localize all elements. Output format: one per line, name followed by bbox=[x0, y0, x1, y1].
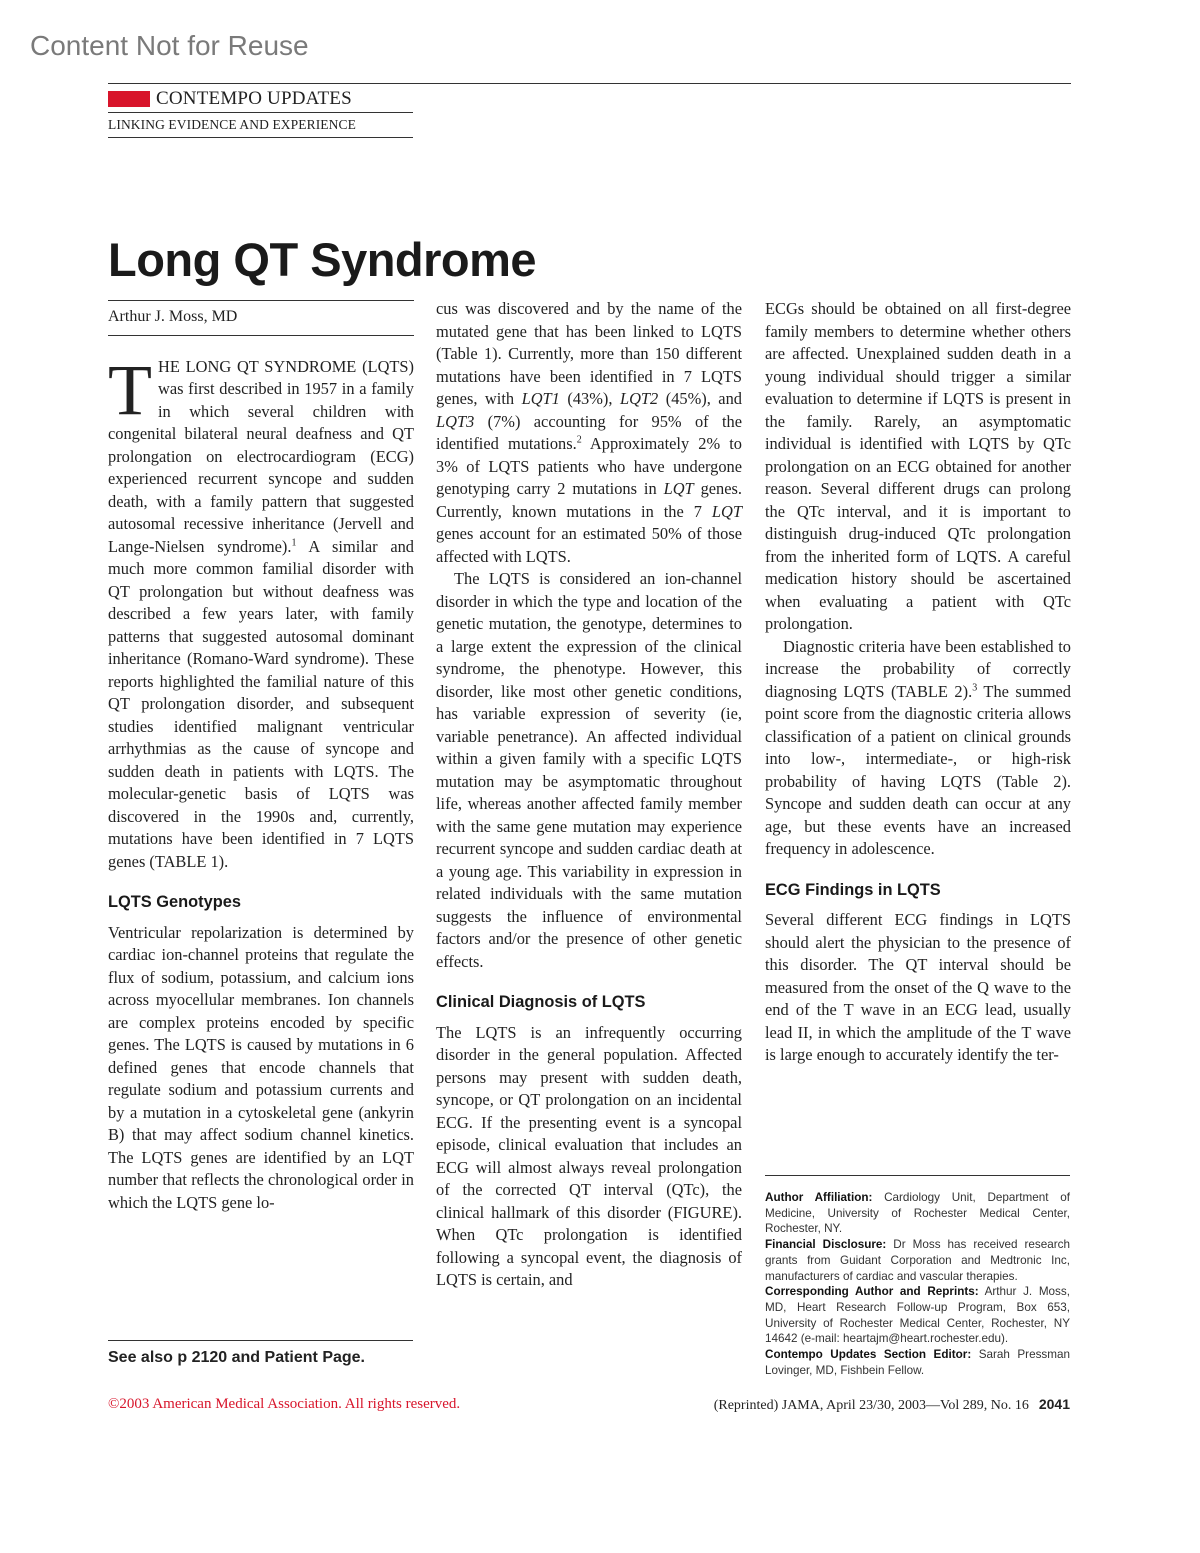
section-editor-text: Sarah Pressman Lovinger, MD, Fishbein Fellow. bbox=[765, 1348, 1070, 1377]
family-screening-paragraph: ECGs should be obtained on all first-degree family members to determine whether others are affected. Unexplained sudden death in a young individual should trigger a similar evaluation to determine if LQTS is present in the family. Rarely, an asymptomatic individual is identified with LQTS by QTc prolongation on an ECG obtained for another reason. Several different drugs can prolong the QTc interval, and it is important to distinguish drug-induced QTc prolongation from the inherited form of LQTS. A careful medication history should be ascertained when evaluating a patient with QTc prolongation. bbox=[765, 299, 1071, 633]
financial-disclosure-entry bbox=[765, 1237, 1070, 1284]
journal-citation bbox=[714, 1396, 1070, 1414]
clinical-diagnosis-paragraph bbox=[436, 1022, 742, 1292]
text-span: Diagnostic criteria have been established to increase the probability of correctly diagnosing LQTS ( bbox=[765, 636, 1071, 701]
reference-marker: 2 bbox=[576, 434, 582, 446]
financial-disclosure-label: Financial Disclosure: bbox=[765, 1238, 887, 1252]
text-span: ). When QTc prolongation is identified following a syncopal event, the diagnosis of LQTS is certain, and bbox=[436, 1202, 742, 1289]
text-span: cus was discovered and by the name of the mutated gene that has been linked to LQTS (Table 1). Currently, more than 150 different mutations have been identified in 7 LQTS genes, with bbox=[436, 299, 742, 408]
financial-disclosure-text: Dr Moss has received research grants from Guidant Corporation and Medtronic Inc, manufacturers of cardiac and vascular therapies. bbox=[765, 1238, 1071, 1283]
top-rule bbox=[108, 83, 1071, 84]
gene-name: LQT bbox=[663, 479, 694, 498]
genotypes-paragraph: Ventricular repolarization is determined by cardiac ion-channel proteins that regulate the flux of sodium, potassium, and calcium ions across myocellular membranes. Ion channels are complex proteins encoded by specific genes. The LQTS is caused by mutations in 6 defined genes that encode channels that regulate sodium and potassium currents and by a mutation in a cytoskeletal gene (ankyrin B) that may affect sodium channel kinetics. The LQTS genes are identified by an LQT number that reflects the chronological order in which the LQTS gene lo- bbox=[108, 922, 414, 1212]
corresponding-author-label: Corresponding Author and Reprints: bbox=[765, 1285, 979, 1299]
citation-text: (Reprinted) JAMA, April 23/30, 2003—Vol 289, No. 16 bbox=[713, 1398, 1029, 1413]
gene-name: LQT3 bbox=[436, 411, 475, 431]
intro-text-b: A similar and much more common familial disorder with QT prolongation but without deafness was described a few years later, with family patterns that suggested autosomal dominant inheritance (Romano-Ward syndrome). These reports highlighted the familial nature of this QT prolongation disorder, and subsequent studies identified malignant ventricular arrhythmias as the cause of syncope and sudden death in patients with LQTS. The molecular-genetic basis of LQTS was discovered in the 1990s and, currently, mutations have been identified in 7 LQTS genes ( bbox=[108, 536, 414, 871]
gene-name: LQT1 bbox=[521, 389, 560, 408]
text-span: genes account for an estimated 50% of those affected with LQTS. bbox=[436, 524, 742, 566]
reference-marker: 3 bbox=[972, 682, 978, 694]
text-span: The LQTS is an infrequently occurring disorder in the general population. Affected persons may present with sudden death, syncope, or QT prolongation on an incidental ECG. If the presenting event is a syncopal episode, clinical evaluation that includes an ECG will almost always reveal prolongation of the corrected QT interval (QTc), the clinical hallmark of this disorder ( bbox=[436, 1022, 742, 1222]
intro-text-c: ). bbox=[218, 851, 229, 871]
table-reference: TABLE 2 bbox=[896, 681, 963, 701]
section-editor-label: Contempo Updates Section Editor: bbox=[765, 1348, 972, 1362]
section-header bbox=[108, 86, 413, 138]
figure-reference: FIGURE bbox=[673, 1202, 733, 1222]
intro-paragraph bbox=[108, 349, 414, 874]
page-number: 2041 bbox=[1038, 1396, 1070, 1412]
author-affiliation-box bbox=[765, 1175, 1070, 1378]
column-1 bbox=[108, 300, 414, 1214]
see-also-note: See also p 2120 and Patient Page. bbox=[108, 1340, 413, 1367]
affiliation-text: Cardiology Unit, Department of Medicine, University of Rochester Medical Center, Rochester, NY. bbox=[765, 1191, 1070, 1236]
author-byline: Arthur J. Moss, MD bbox=[108, 300, 414, 336]
gene-name: LQT bbox=[711, 501, 742, 521]
section-accent-bar bbox=[108, 91, 150, 107]
text-span: (45%), and bbox=[658, 389, 742, 408]
watermark-text: Content Not for Reuse bbox=[30, 30, 309, 61]
affiliation-entry bbox=[765, 1190, 1070, 1237]
gene-name: LQT2 bbox=[619, 389, 659, 408]
reference-marker: 1 bbox=[291, 537, 297, 549]
diagnostic-criteria-paragraph bbox=[765, 636, 1071, 861]
column-2 bbox=[436, 298, 742, 1292]
corresponding-author-entry bbox=[765, 1284, 1070, 1347]
section-rule-bottom bbox=[108, 137, 413, 138]
article-title: Long QT Syndrome bbox=[108, 233, 537, 286]
drop-cap: T bbox=[108, 349, 152, 430]
intro-text-a: (LQTS) was first described in 1957 in a family in which several children with congenital bilateral neural deafness and QT prolongation on electrocardiogram (ECG) experienced recurrent syncope and sudden death, with a family pattern that suggested autosomal recessive inheritance (Jervell and Lange-Nielsen syndrome). bbox=[108, 356, 414, 556]
section-editor-entry bbox=[765, 1347, 1070, 1378]
text-span: genes. Currently, known mutations in the 7 bbox=[436, 479, 743, 521]
text-span: The summed point score from the diagnostic criteria allows classification of a patient on clinical grounds into low-, intermediate-, or high-risk probability of having LQTS (Table 2). Syncope and sudden death can occur at any age, but these events have an increased frequency in adolescence. bbox=[765, 681, 1071, 858]
corresponding-author-text: Arthur J. Moss, MD, Heart Research Follow-up Program, Box 653, University of Rochester Medical Center, Rochester, NY 14642 (e-mail: heartajm@heart.rochester.edu). bbox=[765, 1285, 1070, 1346]
section-heading-clinical-diagnosis: Clinical Diagnosis of LQTS bbox=[436, 993, 646, 1011]
ecg-findings-paragraph: Several different ECG findings in LQTS should alert the physician to the presence of this disorder. The QT interval should be measured from the onset of the Q wave to the end of the T wave in an ECG lead, usually lead II, in which the amplitude of the T wave is large enough to accurately identify the ter- bbox=[765, 910, 1071, 1064]
text-span: ). bbox=[962, 681, 973, 701]
section-subtitle: LINKING EVIDENCE AND EXPERIENCE bbox=[108, 117, 356, 132]
copyright-notice: ©2003 American Medical Association. All rights reserved. bbox=[108, 1396, 461, 1412]
text-span: (7%) accounting for 95% of the identified mutations. bbox=[436, 411, 742, 453]
affiliation-label: Author Affiliation: bbox=[765, 1191, 873, 1204]
section-title: CONTEMPO UPDATES bbox=[156, 88, 352, 109]
ion-channel-paragraph: The LQTS is considered an ion-channel disorder in which the type and location of the genetic mutation, the genotype, determines to a large extent the expression of the clinical syndrome, the phenotype. However, this disorder, like most other genetic conditions, has variable expression of severity (ie, variable penetrance). An affected individual within a given family with a specific LQTS mutation may be asymptomatic throughout life, whereas another affected family member with the same gene mutation may experience recurrent syncope and sudden cardiac death at a young age. This variability in expression in related individuals with the same mutation suggests the influence of environmental factors and/or the presence of other genetic effects. bbox=[436, 569, 742, 971]
section-heading-genotypes: LQTS Genotypes bbox=[108, 893, 241, 911]
text-span: (43%), bbox=[559, 389, 620, 408]
genotypes-continued-paragraph bbox=[436, 298, 742, 568]
text-span: Approximately 2% to 3% of LQTS patients who have undergone genotyping carry 2 mutations in bbox=[436, 434, 742, 498]
intro-lead-in: HE LONG QT SYNDROME bbox=[157, 356, 357, 376]
column-3 bbox=[765, 298, 1071, 1067]
section-heading-ecg-findings: ECG Findings in LQTS bbox=[765, 880, 941, 899]
table-reference: TABLE 1 bbox=[154, 851, 219, 871]
